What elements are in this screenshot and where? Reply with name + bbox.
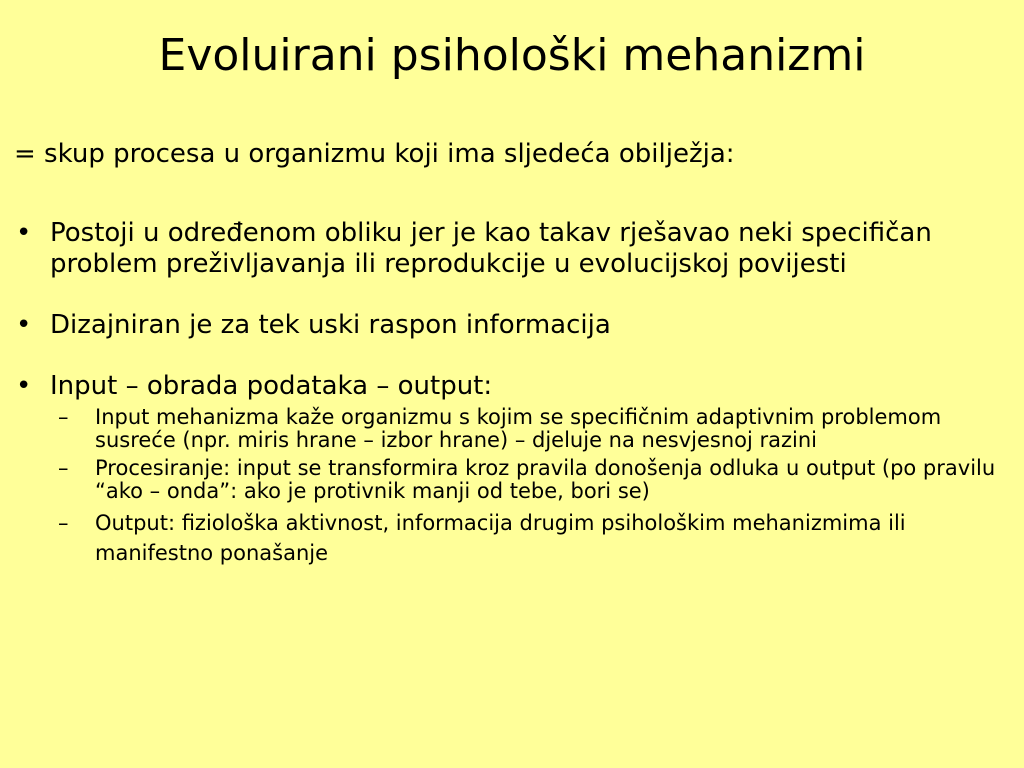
sub-bullet-item-3 (50, 508, 1004, 568)
sub-bullet-item-2 (50, 457, 1004, 503)
bullet-marker: • (16, 371, 32, 401)
sub-bullet-list (50, 406, 1004, 568)
bullet-marker: • (16, 218, 32, 248)
bullet-list (14, 218, 1004, 573)
sub-bullet-text: Procesiranje: input se transformira kroz pravila donošenja odluka u output (po pravilu “ako – onda”: ako je protivnik manji od tebe, bori se) (95, 456, 996, 503)
sub-bullet-marker: – (58, 511, 69, 535)
sub-bullet-marker: – (58, 456, 69, 480)
bullet-text: Postoji u određenom obliku jer je kao takav rješavao neki specifičan problem preživljavanja ili reprodukcije u evolucijskoj povijesti (50, 218, 932, 279)
bullet-item-1 (14, 218, 1004, 280)
bullet-item-2 (14, 310, 1004, 341)
sub-bullet-marker: – (58, 405, 69, 429)
bullet-text: Input – obrada podataka – output: (50, 371, 493, 401)
sub-bullet-item-1 (50, 406, 1004, 452)
definition-text: = skup procesa u organizmu koji ima sljedeća obilježja: (14, 139, 735, 169)
bullet-item-3 (14, 371, 1004, 568)
sub-bullet-text: Output: fiziološka aktivnost, informacija drugim psihološkim mehanizmima ili manifestno ponašanje (95, 511, 906, 565)
sub-bullet-text: Input mehanizma kaže organizmu s kojim se specifičnim adaptivnim problemom susreće (npr. miris hrane – izbor hrane) – djeluje na nesvjesnoj razini (95, 405, 942, 452)
bullet-text: Dizajniran je za tek uski raspon informacija (50, 310, 611, 340)
bullet-marker: • (16, 310, 32, 340)
slide-title: Evoluirani psihološki mehanizmi (158, 30, 866, 81)
